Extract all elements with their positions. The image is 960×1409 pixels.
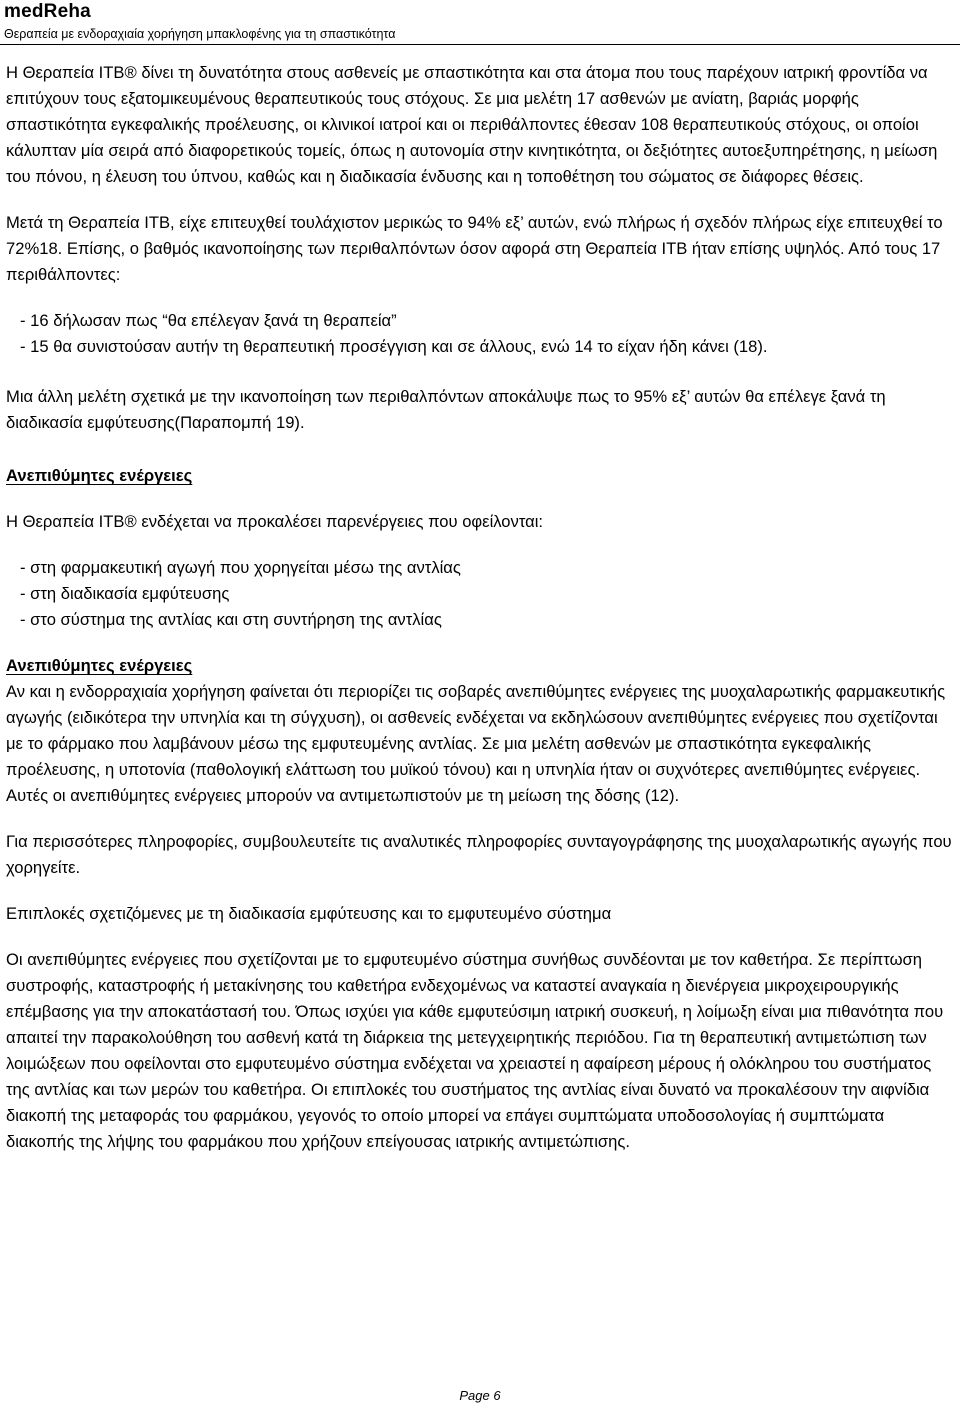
header-divider xyxy=(0,44,960,45)
list-item: - 16 δήλωσαν πως “θα επέλεγαν ξανά τη θεραπεία” xyxy=(20,311,397,330)
paragraph-complications-title: Επιπλοκές σχετιζόμενες με τη διαδικασία εμφύτευσης και το εμφυτευμένο σύστημα xyxy=(6,904,612,923)
brand-title: medReha xyxy=(4,1,91,22)
list-item: - στη διαδικασία εμφύτευσης xyxy=(20,584,230,603)
section-heading-side-effects-detail: Ανεπιθύμητες ενέργειες xyxy=(6,656,193,675)
paragraph-complications: Οι ανεπιθύμητες ενέργειες που σχετίζονται με το εμφυτευμένο σύστημα συνήθως συνδέονται με τον καθετήρα. Σε περίπτωση συστροφής, καταστροφής ή μετακίνησης του καθετήρα ενδεχομένως να καταστεί αναγκαία η διενέργεια μικροχειρουργικής επέμβασης για την αποκατάστασή του. Όπως ισχύει για κάθε εμφυτεύσιμη ιατρική συσκευή, η λοίμωξη είναι μια πιθανότητα που απαιτεί την παρακολούθηση του ασθενή κατά τη διάρκεια της μετεγχειρητικής περιόδου. Για τη θεραπευτική αντιμετώπιση των λοιμώξεων που οφείλονται στο εμφυτευμένο σύστημα ενδέχεται να χρειαστεί η αφαίρεση μέρους ή ολόκληρου του συστήματος της αντλίας και των μερών του καθετήρα. Οι επιπλοκές του συστήματος της αντλίας είναι δυνατό να προκαλέσουν την αιφνίδια διακοπή της μεταφοράς του φαρμάκου, γεγονός το οποίο μπορεί να επάγει συμπτώματα υποδοσολογίας ή συμπτώματα διακοπής της λήψης του φαρμάκου που χρήζουν επείγουσας ιατρικής αντιμετώπισης. xyxy=(6,950,944,1151)
section-heading-side-effects: Ανεπιθύμητες ενέργειες xyxy=(6,466,193,485)
paragraph-drug-side-effects: Αν και η ενδορραχιαία χορήγηση φαίνεται ότι περιορίζει τις σοβαρές ανεπιθύμητες ενέργειες της μυοχαλαρωτικής φαρμακευτικής αγωγής (ειδικότερα την υπνηλία και τη σύγχυση), οι ασθενείς ενδέχεται να εκδηλώσουν ανεπιθύμητες ενέργειες που σχετίζονται με το φάρμακο που λαμβάνουν μέσω της εμφυτευμένης αντλίας. Σε μια μελέτη ασθενών με σπαστικότητα εγκεφαλικής προέλευσης, η υποτονία (παθολογική ελάττωση του μυϊκού τόνου) και η υπνηλία ήταν οι συχνότερες ανεπιθύμητες ενέργειες. Αυτές οι ανεπιθύμητες ενέργειες μπορούν να αντιμετωπιστούν με τη μείωση της δόσης (12). xyxy=(6,682,946,805)
page-number: Page 6 xyxy=(459,1388,501,1403)
paragraph-side-effects-intro: Η Θεραπεία ITB® ενδέχεται να προκαλέσει παρενέργειες που οφείλονται: xyxy=(6,512,544,531)
paragraph-itb-results: Μετά τη Θεραπεία ITB, είχε επιτευχθεί τουλάχιστον μερικώς το 94% εξ’ αυτών, ενώ πλήρως ή σχεδόν πλήρως είχε επιτευχθεί το 72%18. Επίσης, ο βαθμός ικανοποίησης των περιθαλπόντων όσον αφορά στη Θεραπεία ITB ήταν επίσης υψηλός. Από τους 17 περιθάλποντες: xyxy=(6,213,943,284)
paragraph-more-info: Για περισσότερες πληροφορίες, συμβουλευτείτε τις αναλυτικές πληροφορίες συνταγογράφησης της μυοχαλαρωτικής αγωγής που χορηγείτε. xyxy=(6,832,952,877)
paragraph-itb-goals: Η Θεραπεία ΙΤΒ® δίνει τη δυνατότητα στους ασθενείς με σπαστικότητα και στα άτομα που τους παρέχουν ιατρική φροντίδα να επιτύχουν τους εξατομικευμένους θεραπευτικούς τους στόχους. Σε μια μελέτη 17 ασθενών με ανίατη, βαριάς μορφής σπαστικότητα εγκεφαλικής προέλευσης, οι κλινικοί ιατροί και οι περιθάλποντες έθεσαν 108 θεραπευτικούς στόχους, οι οποίοι κάλυπταν μία σειρά από διαφορετικούς τομείς, όπως η αυτονομία στην κινητικότητα, οι δεξιότητες αυτοεξυπηρέτησης, η μείωση του πόνου, η έλευση του ύπνου, καθώς και η διαδικασία ένδυσης και η τοποθέτηση του σώματος σε διάφορες θέσεις. xyxy=(6,63,938,186)
paragraph-satisfaction: Μια άλλη μελέτη σχετικά με την ικανοποίηση των περιθαλπόντων αποκάλυψε πως το 95% εξ’ αυτών θα επέλεγε ξανά τη διαδικασία εμφύτευσης(Παραπομπή 19). xyxy=(6,387,886,432)
document-body xyxy=(6,60,956,1155)
list-item: - στη φαρμακευτική αγωγή που χορηγείται μέσω της αντλίας xyxy=(20,558,461,577)
list-item: - 15 θα συνιστούσαν αυτήν τη θεραπευτική προσέγγιση και σε άλλους, ενώ 14 το είχαν ήδη κάνει (18). xyxy=(20,337,768,356)
document-subtitle: Θεραπεία με ενδοραχιαία χορήγηση μπακλοφένης για τη σπαστικότητα xyxy=(4,27,396,41)
list-item: - στο σύστημα της αντλίας και στη συντήρηση της αντλίας xyxy=(20,610,442,629)
